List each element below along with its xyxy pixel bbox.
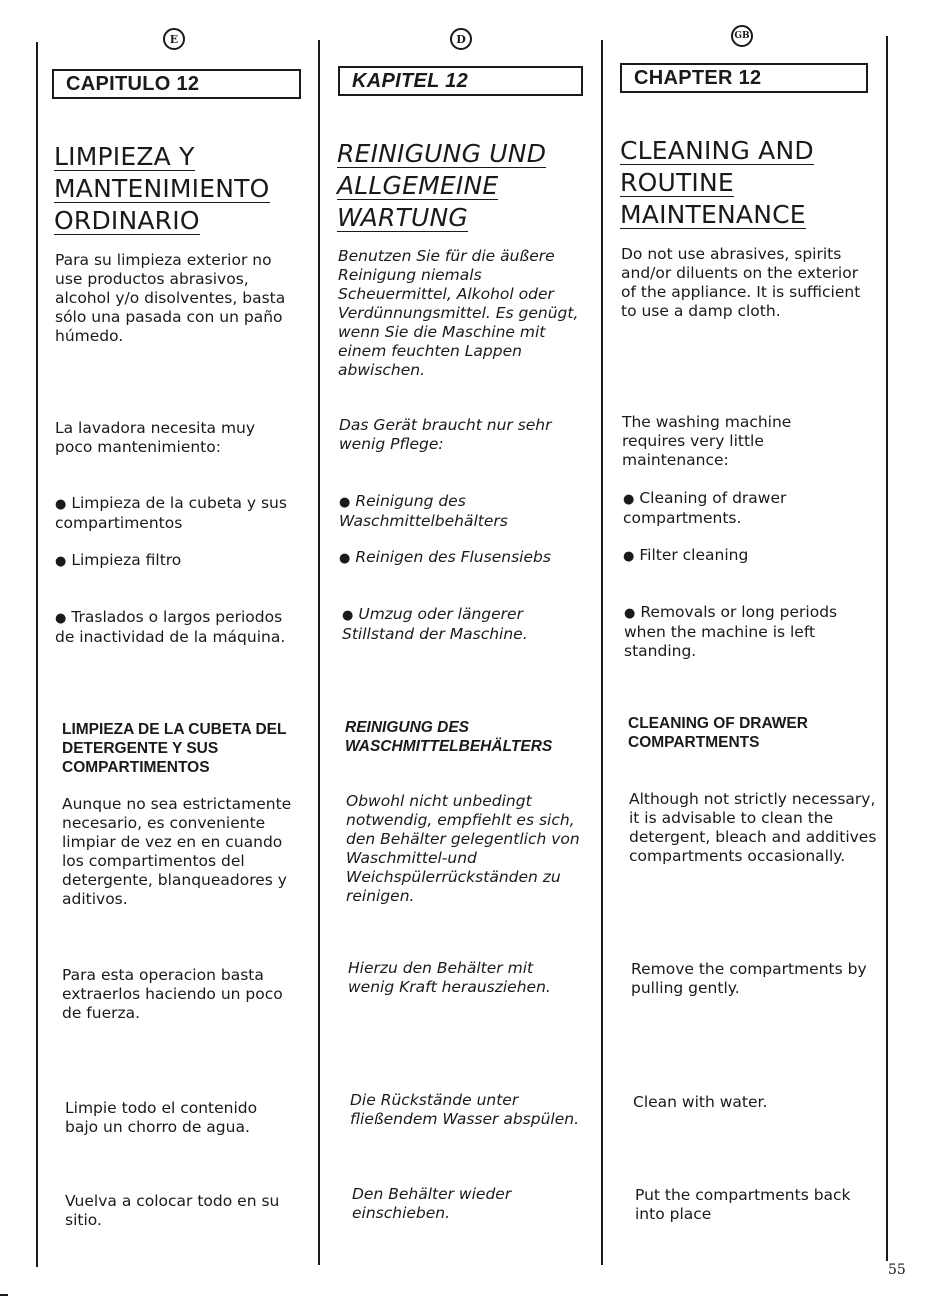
bullet-removal-es: ● Traslados o largos periodos de inactividad de la máquina.: [55, 608, 295, 647]
bullet-drawer-es: ● Limpieza de la cubeta y sus compartimentos: [55, 494, 290, 533]
paragraph-replace-de: Den Behälter wieder einschieben.: [352, 1185, 512, 1222]
bullet-removal-de: ● Umzug oder längerer Stillstand der Maschine.: [342, 605, 582, 644]
chapter-heading-es: CAPITULO 12: [52, 69, 301, 99]
title-line: REINIGUNG UND: [337, 139, 547, 168]
paragraph-rinse-gb: Clean with water.: [633, 1093, 768, 1111]
language-badge-gb: GB: [731, 25, 753, 47]
title-line: MAINTENANCE: [620, 200, 806, 229]
column-rule-1: [318, 40, 320, 1265]
paragraph-remove-de: Hierzu den Behälter mit wenig Kraft herausziehen.: [348, 959, 551, 996]
bullet-removal-gb: ● Removals or long periods when the machine is left standing.: [624, 603, 869, 661]
bullet-filter-gb: ● Filter cleaning: [623, 546, 878, 566]
subheading-es: LIMPIEZA DE LA CUBETA DEL DETERGENTE Y SUS COMPARTIMENTOS: [62, 721, 287, 776]
bullet-filter-de: ● Reinigen des Flusensiebs: [339, 548, 589, 568]
column-rule-right: [886, 36, 888, 1261]
bullet-drawer-de: ● Reinigung des Waschmittelbehälters: [339, 492, 559, 531]
title-line: WARTUNG: [337, 203, 468, 232]
column-rule-2: [601, 40, 603, 1265]
maintenance-note-es: La lavadora necesita muy poco mantenimiento:: [55, 419, 256, 456]
title-line: ALLGEMEINE: [337, 171, 499, 200]
maintenance-note-gb: The washing machine requires very little maintenance:: [622, 413, 792, 469]
intro-paragraph-gb: Do not use abrasives, spirits and/or diluents on the exterior of the appliance. It is sufficient to use a damp cloth.: [621, 245, 861, 320]
column-rule-left: [36, 42, 38, 1267]
chapter-heading-de: KAPITEL 12: [338, 66, 583, 96]
paragraph-replace-gb: Put the compartments back into place: [635, 1186, 851, 1223]
paragraph-replace-es: Vuelva a colocar todo en su sitio.: [65, 1192, 280, 1229]
title-line: MANTENIMIENTO: [54, 174, 270, 203]
paragraph-rinse-de: Die Rückstände unter fließendem Wasser abspülen.: [350, 1091, 580, 1128]
bullet-filter-es: ● Limpieza filtro: [55, 551, 310, 571]
section-title-gb: [620, 136, 880, 232]
paragraph-remove-gb: Remove the compartments by pulling gently.: [631, 960, 867, 997]
paragraph-rinse-es: Limpie todo el contenido bajo un chorro de agua.: [65, 1099, 258, 1136]
language-badge-de: D: [450, 28, 472, 50]
intro-paragraph-de: Benutzen Sie für die äußere Reinigung niemals Scheuermittel, Alkohol oder Verdünnungsmittel. Es genügt, wenn Sie die Maschine mit einem feuchten Lappen abwischen.: [338, 247, 579, 379]
section-title-de: [337, 139, 597, 235]
margin-tick: [0, 1294, 8, 1296]
maintenance-note-de: Das Gerät braucht nur sehr wenig Pflege:: [339, 416, 552, 453]
subheading-gb: CLEANING OF DRAWER COMPARTMENTS: [628, 715, 808, 751]
section-title-es: [54, 142, 314, 238]
paragraph-remove-es: Para esta operacion basta extraerlos haciendo un poco de fuerza.: [62, 966, 283, 1022]
chapter-heading-gb: CHAPTER 12: [620, 63, 868, 93]
language-badge-es: E: [163, 28, 185, 50]
title-line: CLEANING AND: [620, 136, 814, 165]
bullet-drawer-gb: ● Cleaning of drawer compartments.: [623, 489, 833, 528]
paragraph-occasional-es: Aunque no sea estrictamente necesario, es conveniente limpiar de vez en en cuando los compartimentos del detergente, blanqueadores y aditivos.: [62, 795, 292, 908]
page-number: 55: [888, 1262, 906, 1278]
title-line: ORDINARIO: [54, 206, 200, 235]
title-line: LIMPIEZA Y: [54, 142, 195, 171]
intro-paragraph-es: Para su limpieza exterior no use productos abrasivos, alcohol y/o disolventes, basta sólo una pasada con un paño húmedo.: [55, 251, 286, 345]
paragraph-occasional-de: Obwohl nicht unbedingt notwendig, empfiehlt es sich, den Behälter gelegentlich von Waschmittel-und Weichspülerrückständen zu reinigen.: [346, 792, 580, 905]
paragraph-occasional-gb: Although not strictly necessary, it is advisable to clean the detergent, bleach and additives compartments occasionally.: [629, 790, 877, 865]
title-line: ROUTINE: [620, 168, 734, 197]
subheading-de: REINIGUNG DES WASCHMITTELBEHÄLTERS: [345, 719, 553, 755]
